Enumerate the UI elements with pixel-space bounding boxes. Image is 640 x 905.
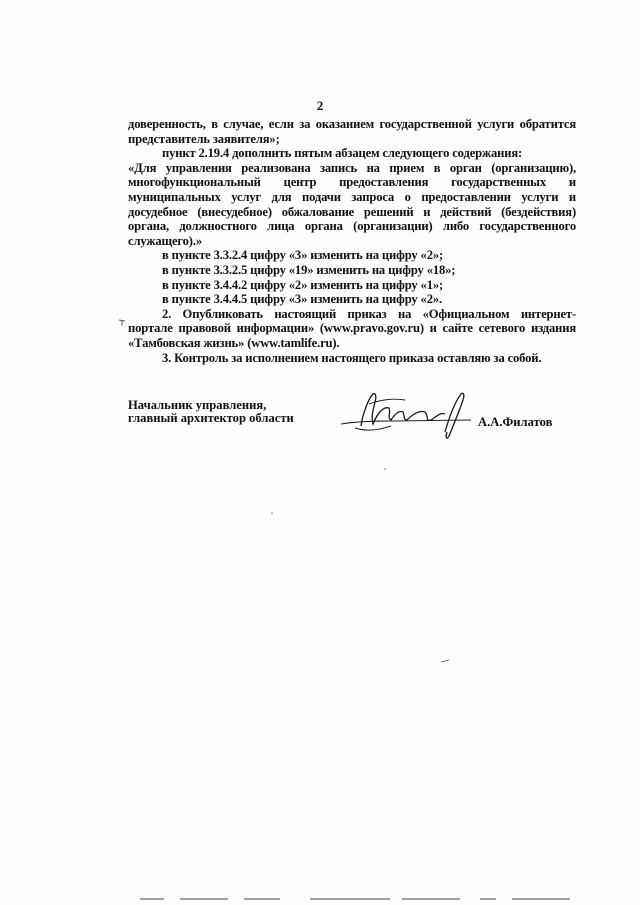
document-body — [128, 117, 576, 365]
signatory-title-line-1: Начальник управления, — [128, 398, 267, 412]
paragraph-change-item — [128, 248, 576, 263]
text-line: муниципальных услуг для подачи запроса о предоставлении услуги и — [128, 189, 576, 204]
text-line: в пункте 3.4.4.2 цифру «2» изменить на цифру «1»; — [162, 277, 444, 292]
text-line: «Тамбовская жизнь» (www.tamlife.ru). — [128, 335, 340, 350]
paragraph-amendment-intro — [128, 146, 576, 161]
text-line: 2. Опубликовать настоящий приказ на «Официальном интернет- — [162, 306, 576, 321]
page-number: 2 — [316, 98, 324, 113]
signatory-title-line-2: главный архитектор области — [128, 411, 294, 425]
paragraph-change-item — [128, 292, 576, 307]
paragraph-publication — [128, 307, 576, 351]
paragraph-quoted-text — [128, 161, 576, 249]
text-line: в пункте 3.4.4.5 цифру «3» изменить на цифру «2». — [162, 292, 442, 307]
text-line: служащего).» — [128, 233, 202, 248]
paragraph-control — [128, 351, 576, 366]
scan-artifact-mark — [117, 318, 127, 328]
scan-artifact-dot — [383, 467, 387, 471]
text-line: портале правовой информации» (www.pravo.gov.ru) и сайте сетевого издания — [128, 321, 576, 336]
text-line: представитель заявителя»; — [128, 131, 280, 146]
signatory-name: А.А.Филатов — [478, 415, 553, 429]
scan-artifact-tick — [440, 658, 450, 664]
text-line: доверенность, в случае, если за оказанием государственной услуги обратится — [128, 117, 576, 131]
scan-edge-lines — [140, 896, 570, 902]
scan-artifact-dot — [270, 511, 274, 515]
text-line: многофункциональный центр предоставления государственных и — [128, 175, 576, 190]
text-line: досудебное (внесудебное) обжалование решений и действий (бездействия) — [128, 204, 576, 219]
handwritten-signature — [333, 388, 483, 448]
paragraph-change-item — [128, 263, 576, 278]
paragraph-continuation — [128, 117, 576, 146]
paragraph-change-item — [128, 278, 576, 293]
signature-block — [128, 398, 578, 458]
text-line: 3. Контроль за исполнением настоящего приказа оставляю за собой. — [162, 350, 542, 365]
text-line: в пункте 3.3.2.5 цифру «19» изменить на цифру «18»; — [162, 262, 456, 277]
text-line: в пункте 3.3.2.4 цифру «3» изменить на цифру «2»; — [162, 248, 444, 263]
text-line: органа, должностного лица органа (организации) либо государственного — [128, 219, 576, 234]
text-line: «Для управления реализована запись на прием в орган (организацию), — [128, 160, 576, 175]
text-line: пункт 2.19.4 дополнить пятым абзацем следующего содержания: — [162, 146, 523, 161]
